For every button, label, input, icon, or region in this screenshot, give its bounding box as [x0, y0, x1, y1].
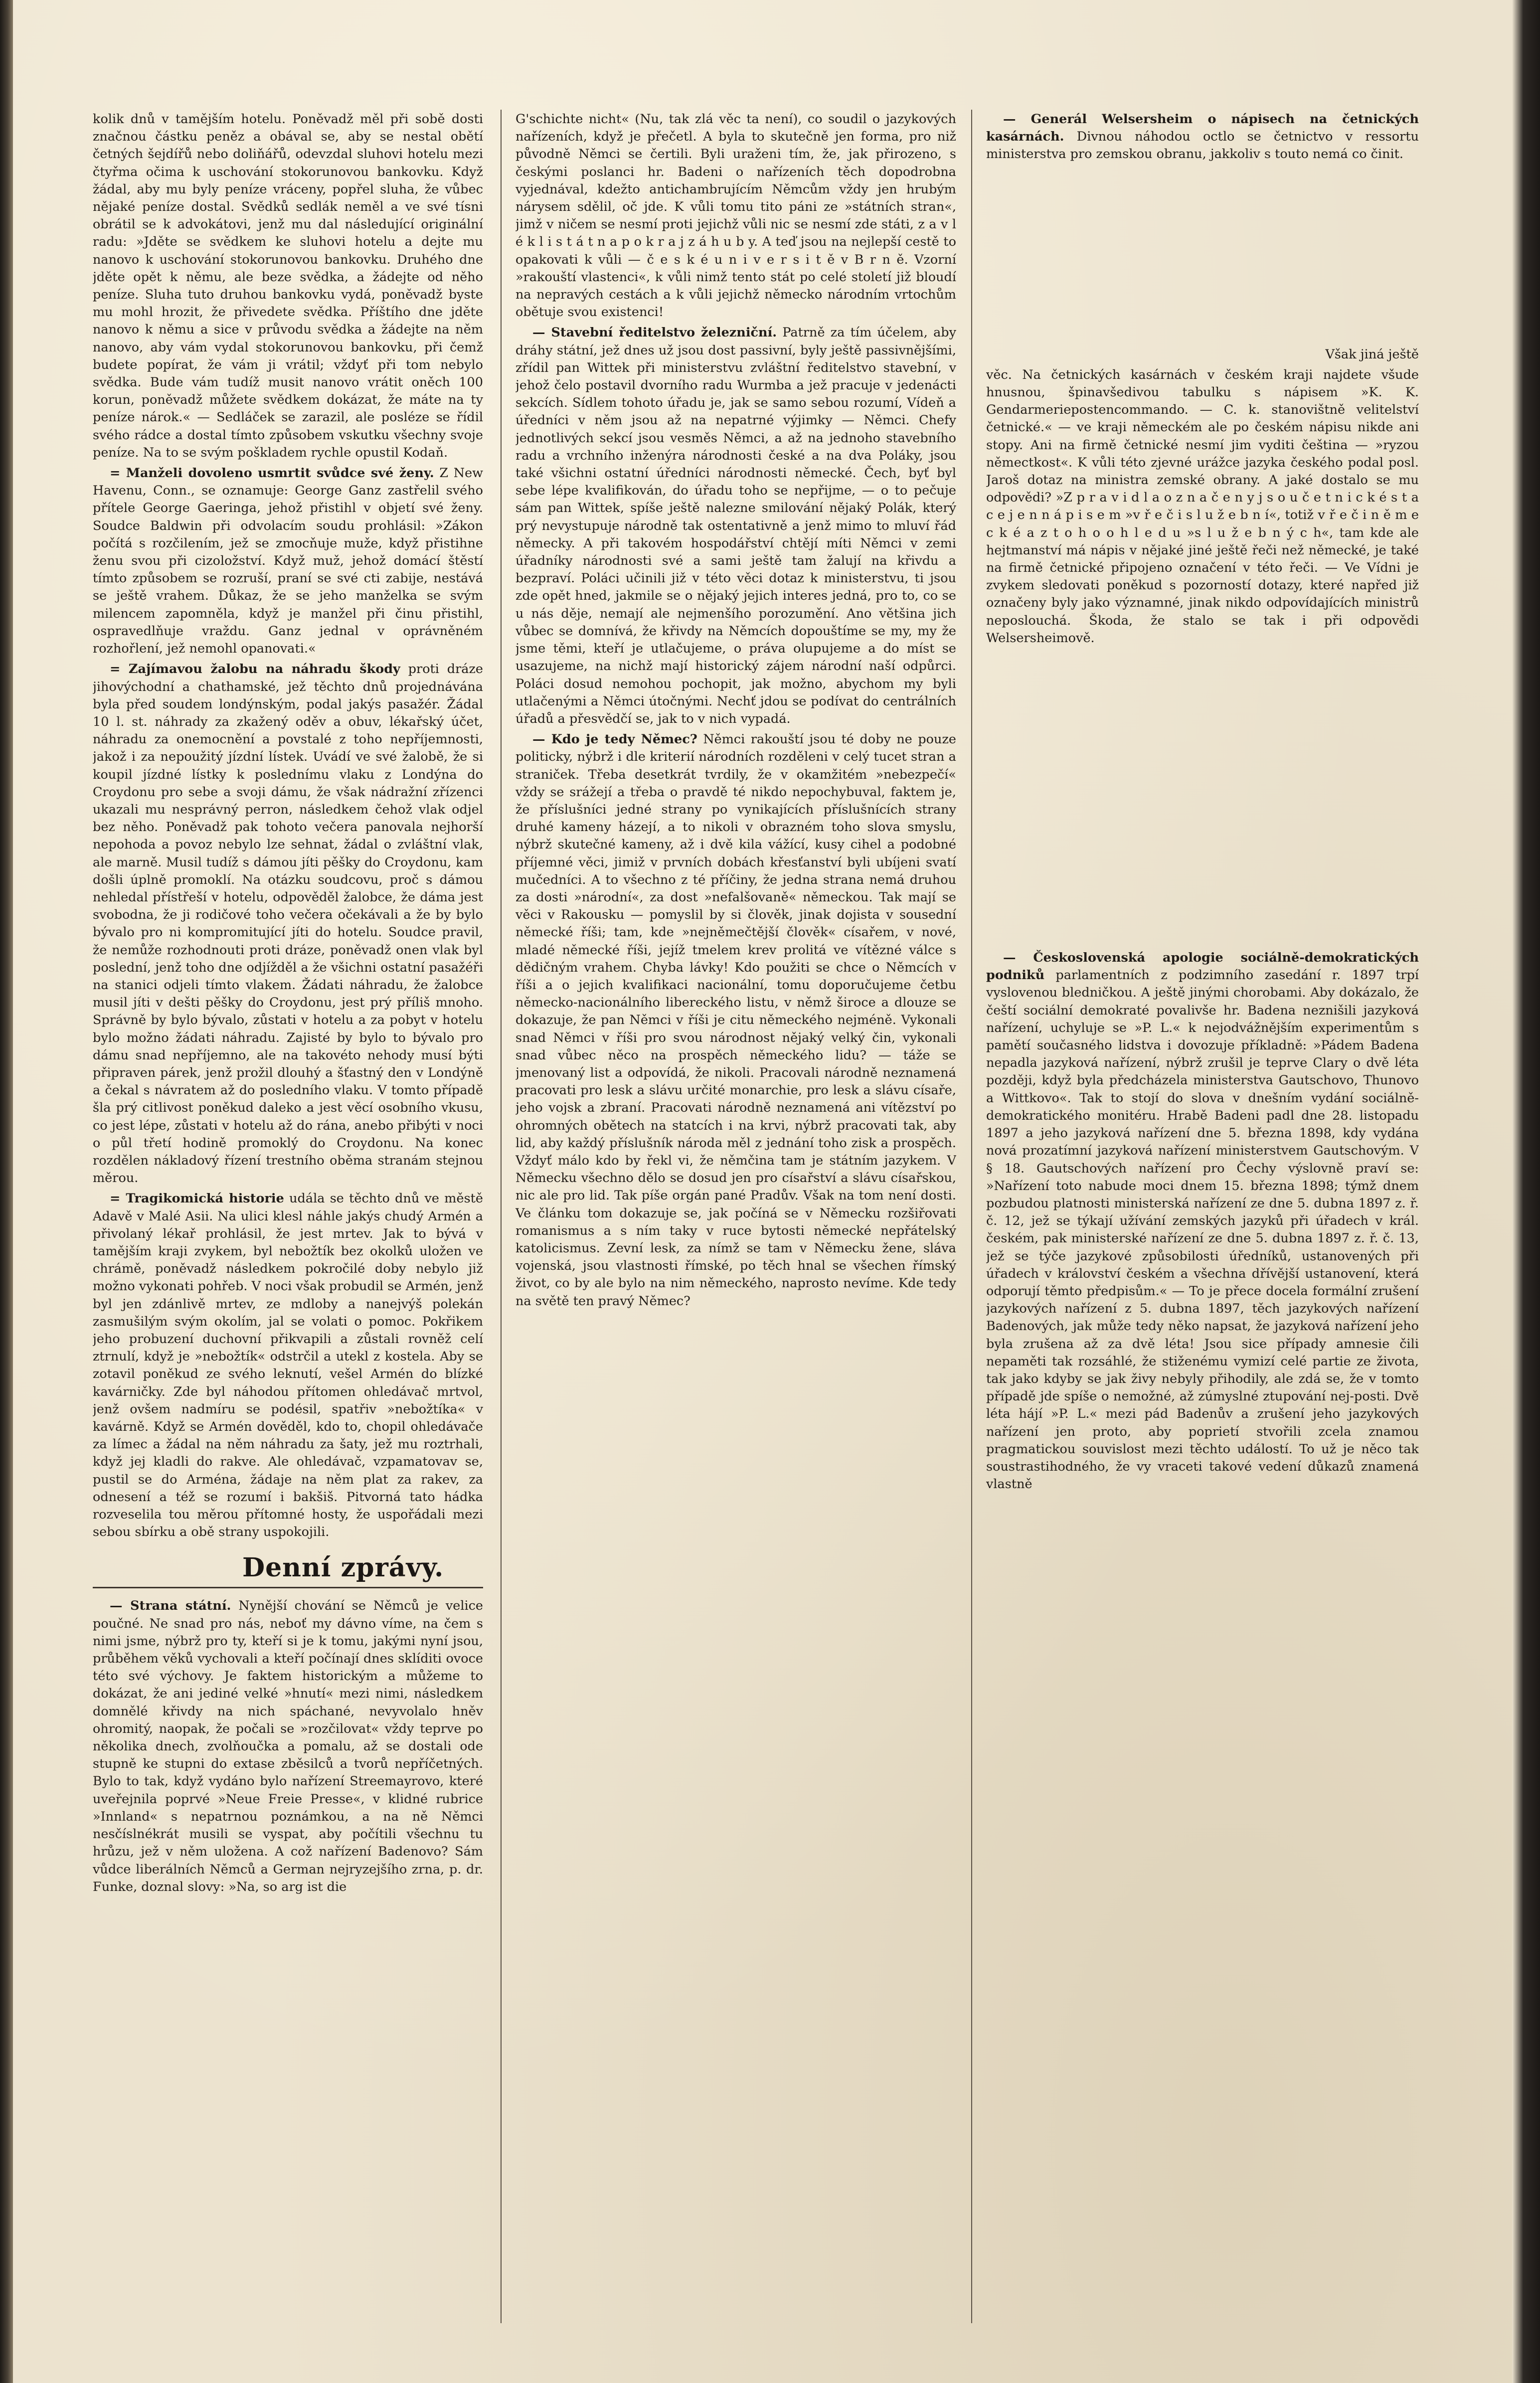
article-body: Patrně za tím účelem, aby dráhy státní, jež dnes už jsou dost passivní, byly ještě passivnějšími, zřídil pan Wittek při ministerstvu zvláštní ředitelstvo stavební, v jehož čelo postavil dvorního radu Wurmba a jež pracuje v jedenácti sekcích. Sídlem tohoto úřadu je, jak se samo sebou rozumí, Vídeň a úředníci v něm jsou až na nepatrné výjimky — Němci. Chefy jednotlivých sekcí jsou vesměs Němci, a až na jednoho stavebního radu a vrchního inženýra národnosti české a na dva Poláky, jsou také všichni ostatní úředníci národnosti německé. Čech, byť byl sebe lépe kvalifikován, do úřadu toho se nepřijme, — o to pečuje sám pan Wittek, spíše ještě nalezne smilování nějaký Polák, který prý nevystupuje národně tak ostentativně a jenž mimo to mluví řád německy. A při takovém hospodářství chtějí míti Němci v zemi úřadníky národnosti své a sami ještě tam žalují na křivdu a bezpraví. Poláci učinili již v této věci dotaz k ministerstvu, ti jsou zde opět hned, jakmile se o nějaký jejich interes jedná, pro to, co se u nás děje, nemají ale nejmenšího porozumění. Ano většina jich vůbec se domnívá, že křivdy na Němcích dopouštíme se my, my že jsme těmi, kteří je utlačujeme, o práva olupujeme a do míst se usazujeme, na nichž mají historický zájem národní naší odpůrci. Poláci dosud nemohou pochopit, jak možno, abychom my byli utlačenými a Němci útočnými. Nechť jdou se podívat do centrálních úřadů a přesvědčí se, jak to v nich vypadá.: [515, 325, 956, 726]
column-rule-2: [971, 110, 972, 2323]
article-body: Divnou náhodou octlo se četnictvo v ressortu ministerstva pro zemskou obranu, jakkoliv s touto nemá co činit.: [986, 129, 1419, 162]
article-title: = Zajímavou žalobu na náhradu škody: [110, 662, 400, 677]
page-right-edge: [1512, 0, 1540, 2383]
article-title: = Tragikomická historie: [110, 1191, 284, 1206]
article-stavebni-reditelstvi: [515, 324, 956, 728]
page-binding-shadow: [0, 0, 13, 2383]
section-heading-denni-zpravy: Denní zprávy.: [93, 1553, 483, 1588]
article-body: Nynější chování se Němců je velice poučné. Ne snad pro nás, neboť my dávno víme, na čem s nimi jsme, nýbrž pro ty, kteří si je k tomu, jakými nyní jsou, průběhem věků vychovali a kteří počínají dnes sklíditi ovoce této své výchovy. Je faktem historickým a můžeme to dokázat, že ani jediné velké »hnutí« mezi nimi, následkem domnělé křivdy na nich spáchané, nevyvolalo hněv ohromitý, naopak, že počali se »rozčilovat« vždy teprve po několika dnech, zvolňoučka a pomalu, až se dostali ode stupně ke stupni do extase zběsilců a tvorů nepříčetných. Bylo to tak, když vydáno bylo nařízení Streemayrovo, které uveřejnila poprvé »Neue Freie Presse«, v klidné rubrice »Innland« s nepatrnou poznámkou, a na ně Němci nesčíslnékrát musili se vyspat, aby počítili všechnu tu hrůzu, jež v něm uložena. A což nařízení Badenovo? Sám vůdce liberálních Němců a German nejryzejšího zrna, p. dr. Funke, doznal slovy: »Na, so arg ist die: [93, 1598, 483, 1894]
column-rule-1: [501, 110, 502, 2323]
article-welsersheim-continued: věc. Na četnických kasárnách v českém kraji najdete všude hnusnou, špinavšedivou tabulku s nápisem »K. K. Gendarmeriepostencommando. — C. k. stanovištně velitelství četnické.« — ve kraji německém ale po českém nápisu nikde ani stopy. Ani na firmě četnické nesmí jim vyditi čeština — »ryzou němectkost«. K vůli této zjevné urážce jazyka českého podal posl. Jaroš dotaz na ministra zemské obrany. A jaké dostalo se mu odpovědi? »Z p r a v i d l a o z n a č e n y j s o u č e t n i c k é s t a c e j e n n á p i s e m »v ř e č i s l u ž e b n í«, totiž v ř e č i n ě m e c k é a z t o h o o h l e d u »s l u ž e b n ý c h«, tam kde ale hejtmanství má nápis v nějaké jiné ještě řeči než německé, je také na firmě četnické připojeno označení v této řeči. — Ve Vídni je zvykem sledovati poněkud s pozorností dotazy, které napřed již označeny byly jako významné, jinak nikdo odpovídajících ministrů neposlouchá. Škoda, že stalo se tak i při odpovědi Welsersheimově.: [986, 367, 1419, 646]
column-3: [986, 111, 1419, 2324]
article-body: Němci rakouští jsou té doby ne pouze politicky, nýbrž i dle kriterií národních rozděleni v celý tucet stran a straniček. Třeba desetkrát tvrdily, že v okamžitém »nebezpečí« vždy se srážejí a třeba o pravdě té nikdo nepochybuval, faktem je, že příslušníci jedné strany po vynikajících příslušnících strany druhé kameny házejí, a to nikoli v obrazném toho slova smyslu, nýbrž skutečné kameny, až i dvě kila vážící, kusy cihel a podobné příjemné věci, jimiž v prvních dobách křesťanství byli ubíjeni svatí mučedníci. A to všechno z té příčiny, že jedna strana nemá druhou za dosti »národní«, za dost »nefalšovaně« německou. Tak mají se věci v Rakousku — pomyslil by si člověk, jinak dojista v sousední německé říši; tam, kde »nejněmečtější člověk« císařem, v nové, mladé německé říši, jejíž tmelem krev prolitá ve vítězné válce s dědičným vrahem. Chyba lávky! Kdo použiti se chce o Němcích v říši a o jejich kvalifikaci nacionální, tomu doporučujeme četbu německo-nacionálního libereckého listu, v němž široce a dlouze se dokazuje, že pan Němci v říši je citu německého nejméně. Vykonali snad Němci v říši pro svou národnost nějaký velký čin, vykonali snad vůbec něco na prospěch německého lidu? — táže se jmenovaný list a odpovídá, že nikoli. Pracovali národně neznamená pracovati pro lesk a slávu určité monarchie, pro lesk a slávu císaře, jeho vojsk a zbraní. Pracovati národně neznamená ani vítězství po ohromných obětech na statcích i na krvi, nýbrž pracovati tak, aby lid, aby každý příslušník národa měl z jednání toho zisk a prospěch. Vždyť málo kdo by řekl vi, že němčina tam je státním jazykem. V Německu všechno dělo se dosud jen pro císařství a slávu císařskou, nic ale pro lid. Tak píše orgán pané Pradův. Však na tom není dosti. Ve článku tom dokazuje se, jak počíná se v Německu rozšiřovati romanismus a s ním taky v ruce bytosti německé nepřátelský katolicismus. Zevní lesk, za nímž se tam v Německu žene, sláva vojenská, jsou vlastnosti římské, po těch hnal se všechen římský život, co by ale bylo na nim německého, naprosto nevíme. Kde tedy na světě ten pravý Němec?: [515, 732, 956, 1309]
article-tragikomicka: [93, 1190, 483, 1541]
article-body: Z New Havenu, Conn., se oznamuje: George Ganz zastřelil svého přítele George Gaeringa, jehož přistihl v objetí své ženy. Soudce Baldwin při odvolacím soudu prohlásil: »Zákon počítá s rozčilením, jež se zmocňuje muže, když přistihne ženu svou při cizoložství. Když muž, jehož domácí štěstí tímto způsobem se rozruší, praní se své cti zabije, nestává se ještě vrahem. Důkaz, že se jeho manželka se svým milencem zapomněla, když je manžel při činu přistihl, ospravedlňuje vraždu. Ganz jednal v oprávněném rozhořlení, jež nemohl opanovati.«: [93, 466, 483, 657]
article-title: = Manželi dovoleno usmrtit svůdce své ženy.: [110, 466, 434, 481]
censored-blank-area: [986, 167, 1419, 346]
article-title: — Československá apologie sociálně-demokratických podniků: [986, 950, 1419, 983]
article-title: — Strana státní.: [110, 1598, 231, 1614]
article-body: parlamentních z podzimního zasedání r. 1897 trpí vyslovenou bledničkou. A ještě jinými chorobami. Aby dokázalo, že čeští sociální demokraté povalivše hr. Badena neznišili jazyková nařízení, uchyluje se »P. L.« k nejodvážnějším experimentům s pamětí současného lidstva i dovozuje příkladně: »Pádem Badena nepadla jazyková nařízení, nýbrž zrušil je teprve Clary o dvě léta později, když byla předcházela ministerstva Gautschovo, Thunovo a Wittkovo«. Tak to stojí do slova v dnešním vydání sociálně-demokratického monitéru. Hrabě Badeni padl dne 28. listopadu 1897 a jeho jazyková nařízení dne 5. března 1898, kdy vydána nová prozatímní jazyková nařízení ministerstvem Gautschovým. V § 18. Gautschových nařízení pro Čechy výslovně praví se: »Nařízení toto nabude moci dnem 15. března 1898; týmž dnem pozbudou platnosti ministerská nařízení ze dne 5. dubna 1897 z. ř. č. 12, jež se týkají užívání zemských jazyků při úřadech v král. českém, pak ministerské nařízení ze dne 5. dubna 1897 z. ř. č. 13, jež se týče jazykové způsobilosti úředníků, ustanovených při úřadech v království českém a všechna dřívější ustanovení, která odporují těmto předpisům.« — To je přece docela formální zrušení jazykových nařízení z 5. dubna 1897, těch jazykových nařízení Badenových, jak může tedy něko napsat, že jazyková nařízení jeho byla zrušena až za dvě léta! Jsou sice případy amnesie čili nepaměti tak rozsáhlé, že stiženému vymizí celé partie ze života, tak jako kdyby se jak živy nebyly přihodily, ale zdá se, že v tomto případě jde spíše o nemožné, až zúmyslné ztupování nej-posti. Dvě léta hájí »P. L.« mezi pád Badenův a zrušení jeho jazykových nařízení jen proto, aby poprietí stvořili zcela znamou pragmatickou souvislost mezi těchto událostí. To už je něco tak soustrastihodného, že vy vraceti takové vedení důkazů znamená vlastně: [986, 968, 1419, 1492]
column-1: [93, 111, 483, 2324]
article-title: — Stavební ředitelstvo železniční.: [532, 325, 777, 340]
article-body: udála se těchto dnů ve městě Adavě v Malé Asii. Na ulici klesl náhle jakýs chudý Armén a přivolaný lékař prohlásil, že jest mrtev. Jak to bývá v tamějším kraji zvykem, byl nebožtík bez okolků uložen ve chrámě, poněvadž následkem pokročilé doby nebylo již možno vykonati pohřeb. V noci však probudil se Armén, jenž byl jen zdánlivě mrtev, ze mdloby a nanejvýš polekán zasmušilým svým okolím, jal se volati o pomoc. Pokřikem jeho probuzení duchovní přikvapili a zůstali rovněž celí ztrnulí, když je »nebožtík« odstrčil a utekl z kostela. Aby se zotavil poněkud ze svého leknutí, vešel Armén do blízké kavárničky. Zde byl náhodou přítomen ohledávač mrtvol, jenž ovšem nadmíru se podésil, spatřiv »nebožtíka« v kavárně. Když se Armén dověděl, kdo to, chopil ohledávače za límec a žádal na něm náhradu za šaty, jež mu roztrhali, když jej kladli do rakve. Ale ohledávač, vzpamatovav se, pustil se do Arména, žádaje na něm plat za rakev, za odnesení a též se rozumí i bakšiš. Pitvorná tato hádka rozveselila tou měrou přítomné hosty, že uspořádali mezi sebou sbírku a obě strany uspokojili.: [93, 1191, 483, 1540]
article-title: — Kdo je tedy Němec?: [532, 732, 697, 747]
article-title: — Generál Welsersheim o nápisech na četnických kasárnách.: [986, 112, 1419, 145]
article-manzeli: [93, 465, 483, 658]
intro-paragraph: kolik dnů v tamějším hotelu. Poněvadž měl při sobě dosti značnou částku peněz a obával se, aby se nestal obětí četných šejdířů nebo doliňářů, odevzdal sluhovi hotelu mezi čtyřma očima k uschování stokorunovou bankovku. Když žádal, aby mu byly peníze vráceny, popřel sluha, že vůbec nějaké peníze dostal. Svědků sedlák neměl a ve své tísni obrátil se k advokátovi, jenž mu dal následující originální radu: »Jděte se svědkem ke sluhovi hotelu a dejte mu nanovo k uschování stokorunovou bankovku. Druhého dne jděte opět k němu, ale beze svědka, a žádejte od něho peníze. Sluha tuto druhou bankovku vydá, poněvadž byste mu mohl hrozit, že přivedete svědka. Příštího dne jděte nanovo k němu a sice v průvodu svědka a žádejte na něm nanovo, aby vám vydal stokorunovou bankovku, při čemž budete popírat, že vám ji vrátil; vždyť při tom nebylo svědka. Bude vám tudíž musit nanovo vrátit oněch 100 korun, poněvadž můžete svědkem dokázat, že máte na ty peníze nárok.« — Sedláček se zarazil, ale posléze se řídil svého rádce a dostal tímto způsobem vskutku všechny svoje peníze. Na to se svým poškladem rychle opustil Kodaň.: [93, 112, 483, 460]
censored-blank-area-2: [986, 650, 1419, 949]
article-resume-line: Však jiná ještě: [1325, 346, 1419, 362]
article-kdo-je-nemec: [515, 731, 956, 1310]
article-welsersheim: [986, 111, 1419, 164]
article-strana-statni: [93, 1597, 483, 1895]
continued-paragraph: G'schichte nicht« (Nu, tak zlá věc ta není), co soudil o jazykových nařízeních, když je přečetl. A byla to skutečně jen forma, pro niž původně Němci se čertili. Byli uraženi tím, že, jak přirozeno, s českými poslanci hr. Badeni o nařízeních těch dopodrobna vyjednával, kdežto antichambrujícím Němcům vždy jen hrubým nárysem sdělil, oč jde. K vůli tomu tito páni ze »státních stran«, jimž v ničem se nesmí proti jejichž vůli nic se nesmí zde státi, z a v l é k l i s t á t n a p o k r a j z á h u b y. A teď jsou na nejlepší cestě to opakovati k vůli — č e s k é u n i v e r s i t ě v B r n ě. Vzorní »rakouští vlastenci«, k vůli nimž tento stát po celé století již bloudí na nepravých cestách a k vůli jejichž německo národním vrtochům obětuje svou existenci!: [515, 112, 956, 320]
column-2: [515, 111, 956, 2324]
article-body: proti dráze jihovýchodní a chathamské, jež těchto dnů projednávána byla před soudem londýnským, podal jakýs pasažér. Žádal 10 l. st. náhrady za zkažený oděv a obuv, lékařský účet, náhradu za onemocnění a povstalé z toho nepříjemnosti, jakož i za nepoužitý jízdní lístek. Uvádí ve své žalobě, že si koupil jízdné lístky k poslednímu vlaku z Londýna do Croydonu pro sebe a svoji dámu, že však nádražní zřízenci ukazali mu nesprávný perron, následkem čehož vlak odjel bez něho. Poněvadž pak tohoto večera panovala nejhorší nepohoda a povoz nebylo lze sehnat, žádal o zvláštní vlak, ale marně. Musil tudíž s dámou jíti pěšky do Croydonu, kam došli úplně promoklí. Na otázku soudcovu, proč s dámou nehledal přístřeší v hotelu, odpověděl žalobce, že dáma jest svobodna, že ji rodičové toho večera očekávali a že by bylo bývalo pro ni kompromitující jíti do hotelu. Soudce pravil, že nemůže rozhodnouti proti dráze, poněvadž onen vlak byl poslední, jenž toho dne odjížděl a že všichni ostatní pasažéři na stanici odjeli tímto vlakem. Žádati náhradu, že žalobce musil jíti v dešti pěšky do Croydonu, jest prý příliš mnoho. Správně by bylo bývalo, zůstati v hotelu a za pobyt v hotelu bylo možno žádati náhradu. Zajisté by bylo to bývalo pro dámu snad nepříjemno, ale na takovéto nehody musí býti připraven párek, jenž prožil dlouhý a šťastný den v Londýně a čekal s návratem až do posledního vlaku. V tomto případě šla prý citlivost poněkud daleko a jest věcí osobního vkusu, co jest lépe, zůstati v hotelu až do rána, anebo přibýti v noci o půl třetí hodině promoklý do Croydonu. Na konec rozdělen nákladový řízení trestního oběma stranám stejnou měrou.: [93, 662, 483, 1186]
article-ceskoslovanska-apologie: [986, 949, 1419, 1493]
article-zaloba: [93, 661, 483, 1187]
